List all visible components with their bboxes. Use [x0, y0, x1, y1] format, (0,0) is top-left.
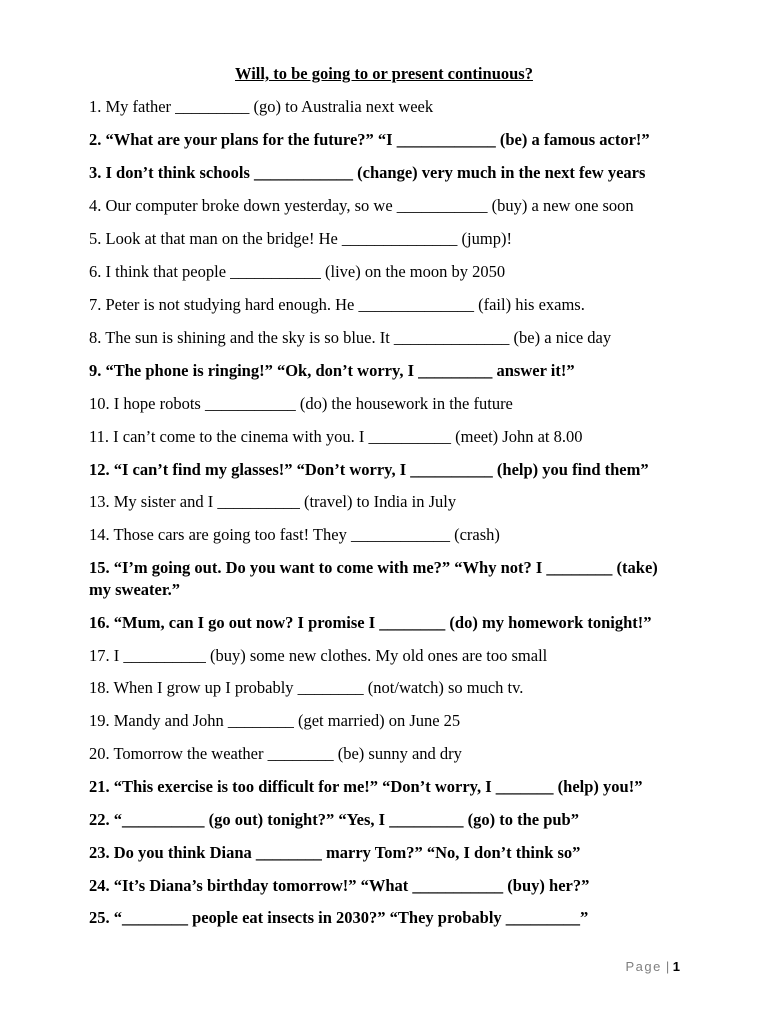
exercise-item-3: 3. I don’t think schools ____________ (change) very much in the next few years — [89, 163, 646, 182]
worksheet-title: Will, to be going to or present continuous? — [235, 64, 533, 83]
exercise-item-18: 18. When I grow up I probably ________ (not/watch) so much tv. — [89, 678, 524, 697]
exercise-item-12: 12. “I can’t find my glasses!” “Don’t worry, I __________ (help) you find them” — [89, 460, 649, 479]
exercise-item-13: 13. My sister and I __________ (travel) to India in July — [89, 492, 457, 511]
exercise-item-15: 15. “I’m going out. Do you want to come with me?” “Why not? I ________ (take) my sweater.” — [89, 558, 658, 599]
exercise-item-4: 4. Our computer broke down yesterday, so we ___________ (buy) a new one soon — [89, 196, 634, 215]
exercise-item-25: 25. “________ people eat insects in 2030?” “They probably _________” — [89, 908, 589, 927]
page-label: Page — [625, 959, 662, 974]
exercise-item-22: 22. “__________ (go out) tonight?” “Yes, I _________ (go) to the pub” — [89, 810, 579, 829]
exercise-item-16: 16. “Mum, can I go out now? I promise I ________ (do) my homework tonight!” — [89, 613, 652, 632]
exercise-item-6: 6. I think that people ___________ (live) on the moon by 2050 — [89, 262, 506, 281]
exercise-item-5: 5. Look at that man on the bridge! He ______________ (jump)! — [89, 229, 512, 248]
exercise-item-17: 17. I __________ (buy) some new clothes. My old ones are too small — [89, 646, 548, 665]
exercise-item-23: 23. Do you think Diana ________ marry Tom?” “No, I don’t think so” — [89, 843, 581, 862]
exercise-item-24: 24. “It’s Diana’s birthday tomorrow!” “What ___________ (buy) her?” — [89, 876, 590, 895]
exercise-item-20: 20. Tomorrow the weather ________ (be) sunny and dry — [89, 744, 462, 763]
exercise-item-10: 10. I hope robots ___________ (do) the housework in the future — [89, 394, 513, 413]
exercise-item-19: 19. Mandy and John ________ (get married) on June 25 — [89, 711, 461, 730]
exercise-item-8: 8. The sun is shining and the sky is so blue. It ______________ (be) a nice day — [89, 328, 612, 347]
exercise-item-7: 7. Peter is not studying hard enough. He ______________ (fail) his exams. — [89, 295, 585, 314]
exercise-item-14: 14. Those cars are going too fast! They ____________ (crash) — [89, 525, 500, 544]
page-footer — [626, 959, 681, 974]
exercise-item-11: 11. I can’t come to the cinema with you. I __________ (meet) John at 8.00 — [89, 427, 583, 446]
exercise-item-1: 1. My father _________ (go) to Australia next week — [89, 97, 434, 116]
exercise-item-9: 9. “The phone is ringing!” “Ok, don’t worry, I _________ answer it!” — [89, 361, 575, 380]
exercise-item-2: 2. “What are your plans for the future?” “I ____________ (be) a famous actor!” — [89, 130, 650, 149]
exercise-item-21: 21. “This exercise is too difficult for me!” “Don’t worry, I _______ (help) you!” — [89, 777, 643, 796]
page-number: 1 — [672, 959, 680, 974]
page-separator: | — [665, 959, 671, 974]
